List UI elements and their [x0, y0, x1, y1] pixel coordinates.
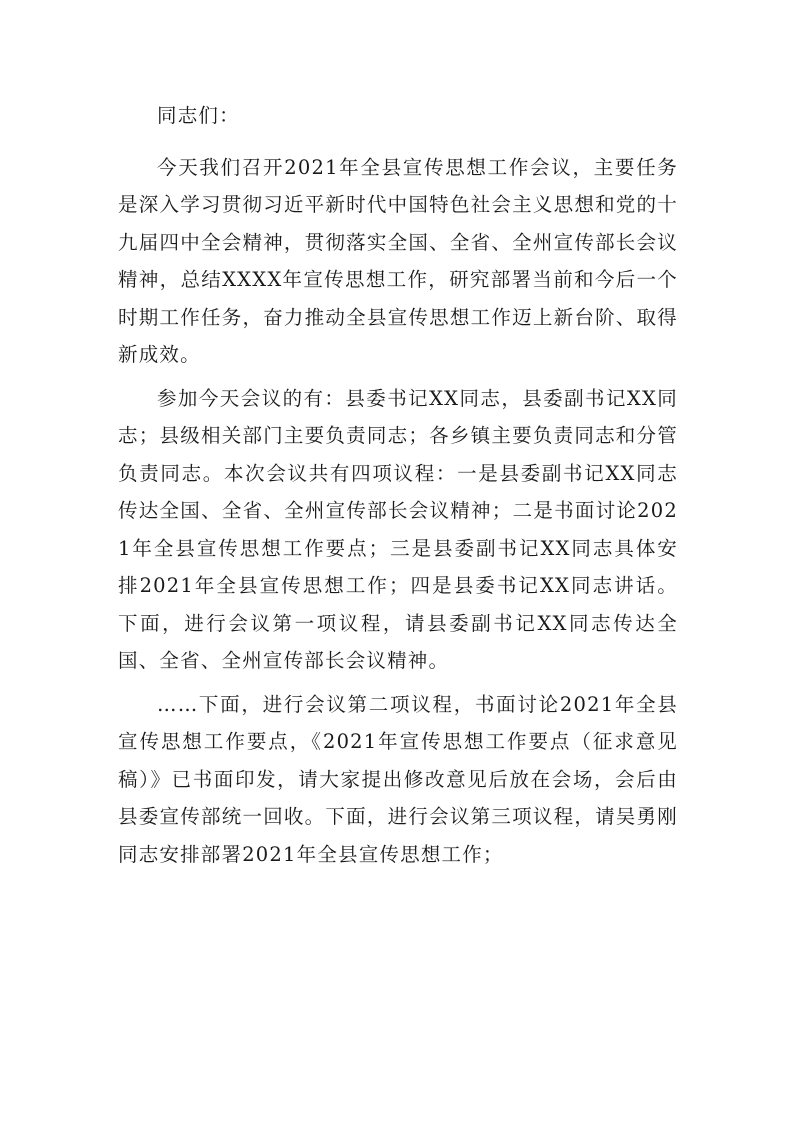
- paragraph-attendees-agenda: 参加今天会议的有：县委书记XX同志，县委副书记XX同志；县级相关部门主要负责同志；各乡镇主要负责同志和分管负责同志。本次会议共有四项议程：一是县委副书记XX同志传达全国、全省、全州宣传部长会议精神；二是书面讨论2021年全县宣传思想工作要点；三是县委副书记XX同志具体安排2021年全县宣传思想工作；四是县委书记XX同志讲话。下面，进行会议第一项议程，请县委副书记XX同志传达全国、全省、全州宣传部长会议精神。: [118, 386, 678, 672]
- paragraph-second-agenda: ……下面，进行会议第二项议程，书面讨论2021年全县宣传思想工作要点，《2021年宣传思想工作要点（征求意见稿）》已书面印发，请大家提出修改意见后放在会场，会后由县委宣传部统一回收。下面，进行会议第三项议程，请吴勇刚同志安排部署2021年全县宣传思想工作；: [118, 692, 678, 866]
- salutation: 同志们：: [157, 104, 240, 127]
- paragraph-opening: 今天我们召开2021年全县宣传思想工作会议，主要任务是深入学习贯彻习近平新时代中国特色社会主义思想和党的十九届四中全会精神，贯彻落实全国、全省、全州宣传部长会议精神，总结XXXX年宣传思想工作，研究部署当前和今后一个时期工作任务，奋力推动全县宣传思想工作迈上新台阶、取得新成效。: [118, 155, 678, 366]
- document-body: [118, 97, 678, 879]
